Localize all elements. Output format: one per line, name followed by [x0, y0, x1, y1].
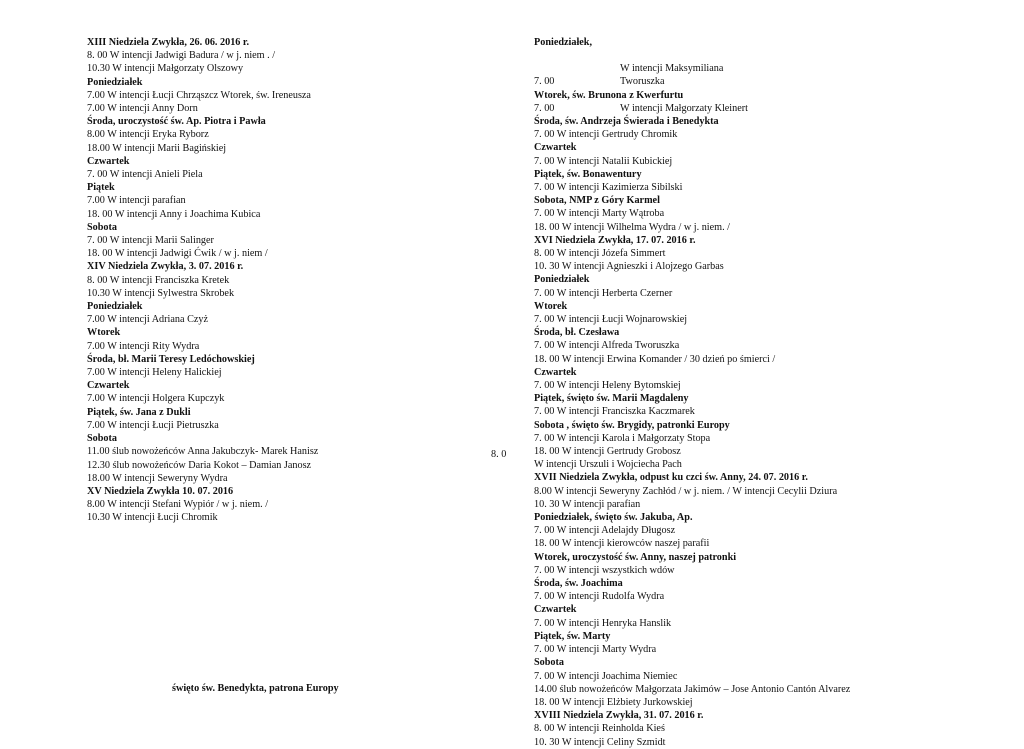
day-heading: Poniedziałek, — [534, 37, 593, 48]
left-footer-heading: święto św. Benedykta, patrona Europy — [172, 683, 339, 694]
schedule-line: 7.00 W intencji Rity Wydra — [87, 340, 200, 352]
day-heading: Środa, uroczystość św. Ap. Piotra i Pawła — [87, 116, 266, 128]
schedule-line: 7. 00 W intencji Herberta Czerner — [534, 287, 673, 299]
day-heading: Sobota — [87, 221, 118, 233]
day-heading: XIII Niedziela Zwykła, 26. 06. 2016 r. — [87, 37, 250, 48]
schedule-line — [534, 62, 954, 75]
schedule-line: 18. 00 W intencji Anny i Joachima Kubica — [87, 208, 261, 220]
schedule-line: 7. 00 W intencji Henryka Hanslik — [534, 617, 672, 629]
schedule-line: 7. 00 W intencji Marii Salinger — [87, 235, 214, 247]
day-heading: Piątek, św. Bonawentury — [534, 168, 642, 180]
day-heading: Poniedziałek — [534, 274, 590, 286]
schedule-line: 10. 30 W intencji Agnieszki i Alojzego Garbas — [534, 261, 724, 273]
schedule-line: 7.00 W intencji Holgera Kupczyk — [87, 393, 225, 405]
intention-text: Tworuszka — [620, 76, 665, 88]
day-heading: Środa, bł. Czesława — [534, 327, 620, 339]
day-heading: XV Niedziela Zwykła 10. 07. 2016 — [87, 485, 234, 497]
day-heading: Środa, bł. Marii Teresy Ledóchowskiej — [87, 353, 255, 365]
schedule-line: 7.00 W intencji Łucji Pietruszka — [87, 419, 219, 431]
schedule-line: 7.00 W intencji Adriana Czyż — [87, 314, 208, 326]
schedule-line: 8. 00 W intencji Józefa Simmert — [534, 248, 666, 259]
day-heading: Wtorek, św. Brunona z Kwerfurtu — [534, 89, 684, 101]
day-heading: XVIII Niedziela Zwykła, 31. 07. 2016 r. — [534, 710, 704, 722]
schedule-line: 7. 00 W intencji Anieli Piela — [87, 169, 203, 181]
schedule-line: 7.00 W intencji Łucji Chrząszcz Wtorek, św. Ireneusza — [87, 89, 311, 101]
schedule-line: 18. 00 W intencji kierowców naszej parafii — [534, 538, 710, 550]
schedule-line: 18. 00 W intencji Elżbiety Jurkowskiej — [534, 696, 693, 708]
day-heading: Czwartek — [534, 142, 577, 154]
schedule-line: 11.00 ślub nowożeńców Anna Jakubczyk- Marek Hanisz — [87, 446, 319, 458]
schedule-line: 8.00 W intencji Stefani Wypiór / w j. niem. / — [87, 499, 269, 511]
schedule-line: 14.00 ślub nowożeńców Małgorzata Jakimów – Jose Antonio Cantón Alvarez — [534, 683, 851, 695]
schedule-line: 8. 00 W intencji Franciszka Kretek — [87, 274, 230, 286]
schedule-line: 7. 00 W intencji Franciszka Kaczmarek — [534, 406, 695, 418]
day-heading: Środa, św. Joachima — [534, 578, 623, 590]
schedule-line: 18.00 W intencji Marii Bagińskiej — [87, 142, 227, 154]
schedule-line: 7. 00 W intencji Alfreda Tworuszka — [534, 340, 680, 352]
blank-line — [534, 49, 954, 62]
schedule-line: 10.30 W intencji Sylwestra Skrobek — [87, 287, 235, 299]
day-heading: XIV Niedziela Zwykła, 3. 07. 2016 r. — [87, 261, 244, 273]
day-heading: XVII Niedziela Zwykła, odpust ku czci św. Anny, 24. 07. 2016 r. — [534, 472, 808, 484]
schedule-line: 7. 00 W intencji Karola i Małgorzaty Stopa — [534, 432, 711, 444]
schedule-line: 18. 00 W intencji Gertrudy Grobosz — [534, 446, 681, 458]
day-heading: Wtorek, uroczystość św. Anny, naszej patronki — [534, 551, 737, 563]
schedule-line — [534, 102, 954, 115]
day-heading: Czwartek — [534, 366, 577, 378]
day-heading: Wtorek — [87, 327, 121, 339]
left-column — [87, 36, 447, 525]
time-label: 7. 00 — [534, 102, 555, 114]
day-heading: XVI Niedziela Zwykła, 17. 07. 2016 r. — [534, 234, 696, 246]
day-heading: Czwartek — [87, 155, 130, 167]
schedule-line: 8. 00 W intencji Jadwigi Badura / w j. niem . / — [87, 50, 276, 62]
schedule-line: 7. 00 W intencji Marty Wątroba — [534, 208, 665, 220]
schedule-line: W intencji Urszuli i Wojciecha Pach — [534, 459, 682, 471]
schedule-line: 7. 00 W intencji Heleny Bytomskiej — [534, 380, 681, 392]
schedule-line: 8.00 W intencji Seweryny Zachłód / w j. niem. / W intencji Cecylii Dziura — [534, 485, 838, 497]
schedule-line: 10. 30 W intencji Celiny Szmidt — [534, 736, 666, 748]
schedule-line — [534, 75, 954, 88]
day-heading: Sobota — [534, 657, 565, 669]
day-heading: Środa, św. Andrzeja Świerada i Benedykta — [534, 115, 719, 127]
day-heading: Sobota , święto św. Brygidy, patronki Europy — [534, 419, 730, 431]
day-heading: Poniedziałek — [87, 76, 143, 88]
day-heading: Piątek, święto św. Marii Magdaleny — [534, 393, 689, 405]
day-heading: Wtorek — [534, 300, 568, 312]
schedule-line: 7. 00 W intencji Łucji Wojnarowskiej — [534, 314, 688, 326]
day-heading: Czwartek — [534, 604, 577, 616]
schedule-line: 8. 00 W intencji Reinholda Kieś — [534, 723, 665, 735]
schedule-line: 18.00 W intencji Seweryny Wydra — [87, 472, 228, 484]
schedule-line: 7. 00 W intencji Adelajdy Długosz — [534, 525, 676, 537]
schedule-line: 12.30 ślub nowożeńców Daria Kokot – Damian Janosz — [87, 459, 312, 471]
day-heading: Piątek — [87, 182, 115, 194]
schedule-line: 10.30 W intencji Małgorzaty Olszowy — [87, 63, 244, 75]
right-column — [534, 36, 954, 749]
schedule-line: 7. 00 W intencji Marty Wydra — [534, 644, 657, 656]
schedule-line: 7.00 W intencji Heleny Halickiej — [87, 367, 222, 379]
schedule-line: 8.00 W intencji Eryka Ryborz — [87, 129, 209, 141]
day-heading: Piątek, św. Jana z Dukli — [87, 406, 191, 418]
schedule-line: 7. 00 W intencji Gertrudy Chromik — [534, 129, 678, 141]
day-heading: Sobota — [87, 433, 118, 445]
time-label: 7. 00 — [534, 76, 555, 88]
schedule-line: 7. 00 W intencji Natalii Kubickiej — [534, 155, 673, 167]
schedule-line: 7.00 W intencji Anny Dorn — [87, 103, 198, 115]
schedule-line: 7.00 W intencji parafian — [87, 195, 186, 207]
schedule-line: 18. 00 W intencji Jadwigi Ćwik / w j. niem / — [87, 248, 268, 260]
margin-note: 8. 0 — [491, 449, 507, 460]
day-heading: Piątek, św. Marty — [534, 630, 611, 642]
schedule-line: 7. 00 W intencji Rudolfa Wydra — [534, 591, 665, 603]
schedule-line: 18. 00 W intencji Wilhelma Wydra / w j. niem. / — [534, 221, 730, 233]
day-heading: Czwartek — [87, 380, 130, 392]
schedule-line: 7. 00 W intencji Kazimierza Sibilski — [534, 181, 683, 193]
schedule-line: 10.30 W intencji Łucji Chromik — [87, 512, 218, 524]
schedule-line: 18. 00 W intencji Erwina Komander / 30 dzień po śmierci / — [534, 353, 776, 365]
intention-text: W intencji Maksymiliana — [620, 63, 724, 75]
intention-text: W intencji Małgorzaty Kleinert — [620, 102, 748, 114]
schedule-line: 7. 00 W intencji wszystkich wdów — [534, 564, 675, 576]
day-heading: Poniedziałek — [87, 301, 143, 313]
day-heading: Poniedziałek, święto św. Jakuba, Ap. — [534, 512, 693, 524]
schedule-line: 7. 00 W intencji Joachima Niemiec — [534, 670, 678, 682]
day-heading: Sobota, NMP z Góry Karmel — [534, 195, 660, 207]
schedule-line: 10. 30 W intencji parafian — [534, 498, 641, 510]
